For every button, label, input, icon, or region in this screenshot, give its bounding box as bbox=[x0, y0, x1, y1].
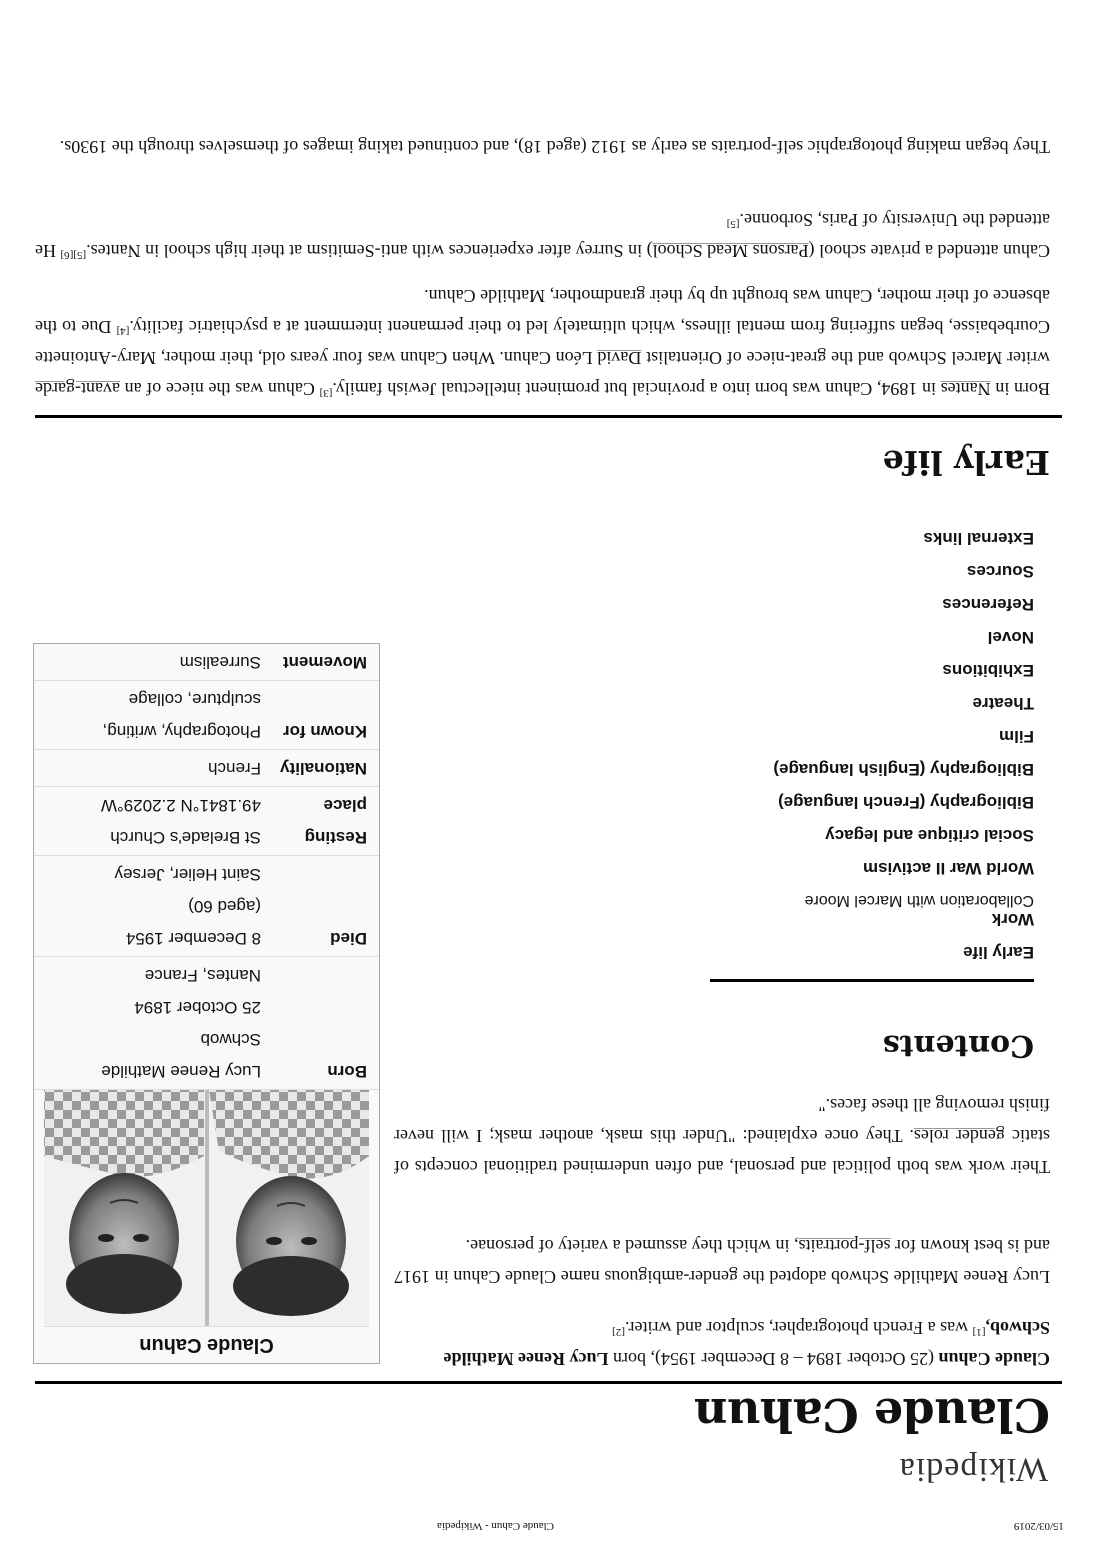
toc-item-early-life[interactable]: Early life bbox=[963, 943, 1034, 962]
born-name-line-1: Lucy Renee Mathilde bbox=[101, 1062, 261, 1081]
parsons-mead-school-link[interactable]: Parsons Mead School bbox=[652, 241, 809, 261]
known-for-line-2: sculpture, collage bbox=[128, 690, 261, 709]
born-date: 25 October 1894 bbox=[134, 998, 261, 1017]
toc-item-bibliography-french[interactable]: Bibliography (French language) bbox=[778, 793, 1034, 812]
citation-4[interactable]: [4] bbox=[116, 325, 130, 337]
born-name-line-2: Schwob bbox=[200, 1030, 261, 1049]
toc-item-film[interactable]: Film bbox=[999, 727, 1034, 746]
infobox-rows bbox=[34, 644, 379, 1090]
movement[interactable]: Surrealism bbox=[179, 653, 261, 672]
citation-1[interactable]: [1] bbox=[972, 1326, 986, 1338]
early-life-text: Due to the absence of their mother, Cahun was brought up by their grandmother, Mathilde Cahun. bbox=[35, 286, 1050, 337]
infobox-row-died bbox=[34, 856, 379, 957]
infobox-label bbox=[261, 789, 379, 853]
infobox-value bbox=[34, 858, 261, 954]
resting-place-label: Resting place bbox=[304, 796, 367, 847]
toc-item-work[interactable]: Work bbox=[991, 910, 1034, 929]
avant-garde-link[interactable]: avant-garde bbox=[35, 379, 120, 399]
infobox-value bbox=[34, 683, 261, 747]
infobox-row-resting-place bbox=[34, 787, 379, 856]
infobox-label: Nationality bbox=[280, 759, 367, 778]
print-page-title: Claude Cahun - Wikipedia bbox=[437, 1520, 554, 1532]
died-date: 8 December 1954 bbox=[125, 929, 261, 948]
toc-item-bibliography-english[interactable]: Bibliography (English language) bbox=[773, 760, 1034, 779]
early-life-text: He attended the University of Paris, Sorbonne. bbox=[35, 210, 1050, 261]
print-date: 15/03/2019 bbox=[1013, 1520, 1064, 1532]
infobox-caption: Claude Cahun bbox=[139, 1334, 274, 1356]
david-link[interactable]: David bbox=[597, 348, 642, 368]
infobox-row-movement bbox=[34, 644, 379, 681]
intro-text: Lucy Renee Mathilde Schwob adopted the gender-ambiguous name Claude Cahun in 1917 and is best known for bbox=[394, 1236, 1050, 1287]
birth-name: Lucy Renee Mathilde Schwob, bbox=[443, 1318, 1050, 1369]
contents-divider bbox=[710, 979, 1034, 982]
citation-5[interactable]: [5] bbox=[726, 218, 740, 230]
early-life-paragraph-2 bbox=[35, 204, 1050, 266]
infobox-label: Died bbox=[330, 929, 367, 948]
early-life-text: Cahun attended a private school ( bbox=[808, 241, 1050, 261]
toc-item-references[interactable]: References bbox=[942, 595, 1034, 614]
known-for-line-1: Photography, writing, bbox=[102, 722, 261, 741]
resting-place[interactable]: St Brelade's Church bbox=[110, 828, 261, 847]
self-portraits-link[interactable]: self-portraits bbox=[798, 1236, 891, 1256]
article-subject: Claude Cahun bbox=[938, 1349, 1050, 1369]
citation-3[interactable]: [3] bbox=[319, 387, 333, 399]
gender-roles-link[interactable]: gender roles bbox=[913, 1126, 1005, 1146]
intro-paragraph-2 bbox=[394, 1230, 1050, 1292]
early-life-text: Cahun was the niece of an bbox=[119, 379, 320, 399]
toc-item-exhibitions[interactable]: Exhibitions bbox=[942, 661, 1034, 680]
infobox-label: Born bbox=[327, 1062, 367, 1081]
early-life-text: Born in bbox=[990, 379, 1050, 399]
toc-item-sources[interactable]: Sources bbox=[966, 562, 1034, 581]
early-life-text: in 1894, Cahun was born into a provincial but prominent intellectual Jewish family. bbox=[332, 379, 941, 399]
early-life-text: Léon Cahun. When Cahun was four years old, their mother, Mary-Antoinette Courbebaisse, began suffering from mental illness, which ultimately led to their permanent internment at a psychiatric facility. bbox=[35, 317, 1050, 368]
intro-paragraph-1 bbox=[394, 1312, 1050, 1374]
nantes-link[interactable]: Nantes bbox=[940, 379, 991, 399]
infobox-row-nationality bbox=[34, 750, 379, 787]
infobox-value bbox=[34, 789, 261, 853]
infobox-label: Known for bbox=[282, 722, 367, 741]
table-of-contents bbox=[773, 522, 1034, 969]
early-life-text: writer Marcel Schwob and the great-niece of Orientalist bbox=[641, 348, 1050, 368]
born-place[interactable]: Nantes, France bbox=[144, 966, 261, 985]
infobox bbox=[33, 643, 380, 1364]
coordinates[interactable]: 49.1841°N 2.2029°W bbox=[100, 796, 261, 815]
toc-item-theatre[interactable]: Theatre bbox=[972, 694, 1034, 713]
intro-text: was a French photographer, sculptor and writer. bbox=[624, 1318, 973, 1338]
intro-text: . They once explained: "Under this mask, another mask; I will never finish removing all these faces." bbox=[394, 1095, 1050, 1146]
toc-item-world-war-ii-activism[interactable]: World War II activism bbox=[863, 859, 1034, 878]
portrait-photo bbox=[44, 1090, 369, 1327]
infobox-row-known-for bbox=[34, 681, 379, 750]
infobox-value bbox=[34, 959, 261, 1087]
nationality: French bbox=[208, 759, 261, 778]
early-life-text: ) in Surrey after experiences with anti-Semitism at their high school in Nantes. bbox=[86, 241, 653, 261]
early-life-paragraph-1 bbox=[35, 280, 1050, 404]
died-age: (aged 60) bbox=[188, 897, 261, 916]
citation-5-6[interactable]: [5][6] bbox=[60, 249, 87, 261]
contents-heading: Contents bbox=[882, 1028, 1034, 1063]
intro-text: , in which they assumed a variety of personae. bbox=[465, 1236, 799, 1256]
title-divider bbox=[35, 1381, 1062, 1384]
page-title: Claude Cahun bbox=[694, 1388, 1050, 1442]
citation-2[interactable]: [2] bbox=[612, 1326, 625, 1338]
toc-item-collaboration[interactable]: Collaboration with Marcel Moore bbox=[804, 892, 1034, 909]
early-life-heading: Early life bbox=[882, 443, 1050, 482]
intro-paragraph-3 bbox=[394, 1089, 1050, 1182]
toc-item-external-links[interactable]: External links bbox=[923, 529, 1034, 548]
infobox-row-born bbox=[34, 957, 379, 1090]
wikipedia-wordmark: Wikipedia bbox=[898, 1451, 1048, 1488]
infobox-label: Movement bbox=[282, 653, 367, 672]
infobox-value bbox=[34, 646, 261, 678]
toc-item-social-critique[interactable]: Social critique and legacy bbox=[825, 826, 1034, 845]
portrait-photo-graphic bbox=[44, 1090, 369, 1326]
toc-item-novel[interactable]: Novel bbox=[987, 628, 1034, 647]
intro-text: Their work was both political and personal, and often undermined traditional concepts of static bbox=[394, 1126, 1050, 1177]
died-place[interactable]: Saint Helier, Jersey bbox=[114, 865, 261, 884]
intro-text: (25 October 1894 – 8 December 1954), born bbox=[608, 1349, 939, 1369]
early-life-paragraph-3: They began making photographic self-portraits as early as 1912 (aged 18), and continued taking images of themselves through the 1930s. bbox=[59, 137, 1050, 157]
early-life-divider bbox=[35, 415, 1062, 418]
infobox-value bbox=[34, 752, 261, 784]
